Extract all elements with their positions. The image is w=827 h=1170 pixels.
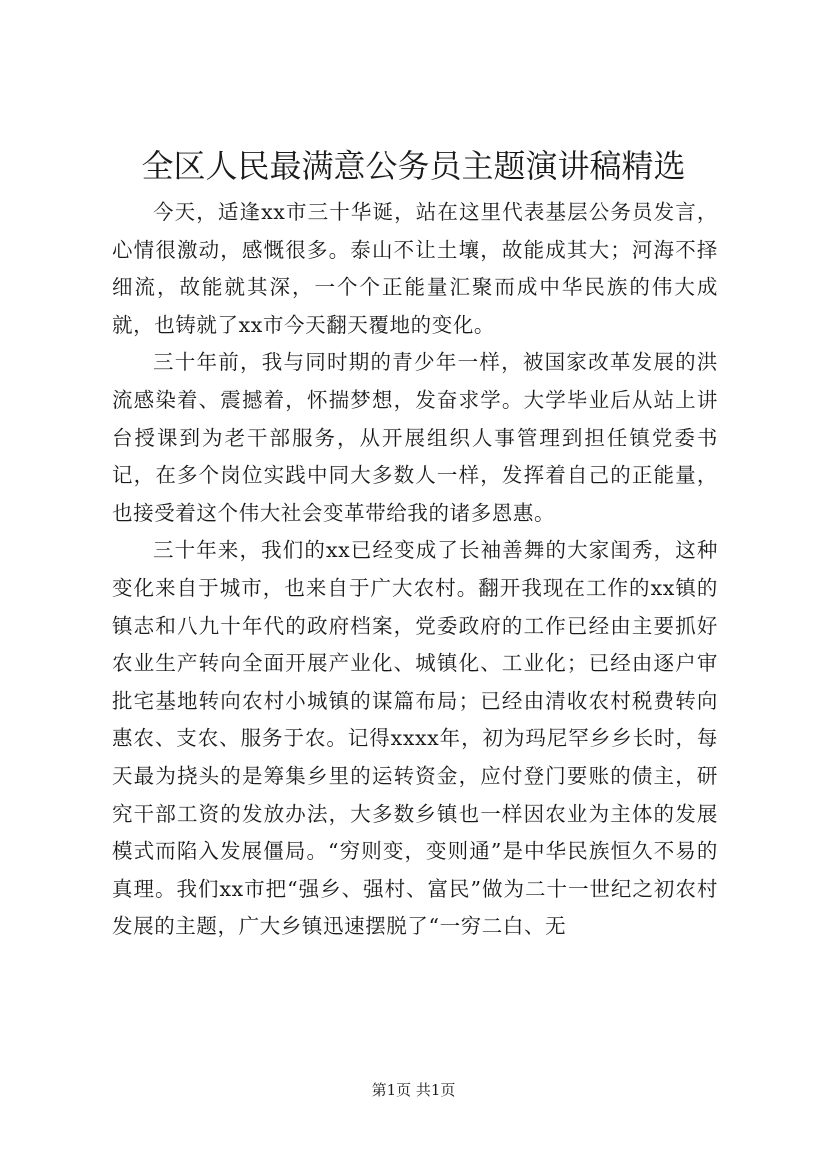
page-footer: 第1页 共1页 [371,1081,456,1099]
paragraph-3: 三十年来，我们的xx已经变成了长袖善舞的大家闺秀，这种变化来自于城市，也来自于广大农村。翻开我现在工作的xx镇的镇志和八九十年代的政府档案，党委政府的工作已经由主要抓好农业生产转向全面开展产业化、城镇化、工业化；已经由逐户审批宅基地转向农村小城镇的谋篇布局；已经由清收农村税费转向惠农、支农、服务于农。记得xxxx年，初为玛尼罕乡乡长时，每天最为挠头的是筹集乡里的运转资金，应付登门要账的债主，研究干部工资的发放办法，大多数乡镇也一样因农业为主体的发展模式而陷入发展僵局。“穷则变，变则通”是中华民族恒久不易的真理。我们xx市把“强乡、强村、富民”做为二十一世纪之初农村发展的主题，广大乡镇迅速摆脱了“一穷二白、无 [112,538,718,939]
paragraph-2: 三十年前，我与同时期的青少年一样，被国家改革发展的洪流感染着、震撼着，怀揣梦想，发奋求学。大学毕业后从站上讲台授课到为老干部服务，从开展组织人事管理到担任镇党委书记，在多个岗位实践中同大多数人一样，发挥着自己的正能量，也接受着这个伟大社会变革带给我的诸多恩惠。 [112,350,718,525]
document-body [112,194,718,946]
paragraph-1: 今天，适逢xx市三十华诞，站在这里代表基层公务员发言，心情很激动，感慨很多。泰山不让土壤，故能成其大；河海不择细流，故能就其深，一个个正能量汇聚而成中华民族的伟大成就，也铸就了xx市今天翻天覆地的变化。 [112,200,718,337]
document-title: 全区人民最满意公务员主题演讲稿精选 [141,147,686,185]
